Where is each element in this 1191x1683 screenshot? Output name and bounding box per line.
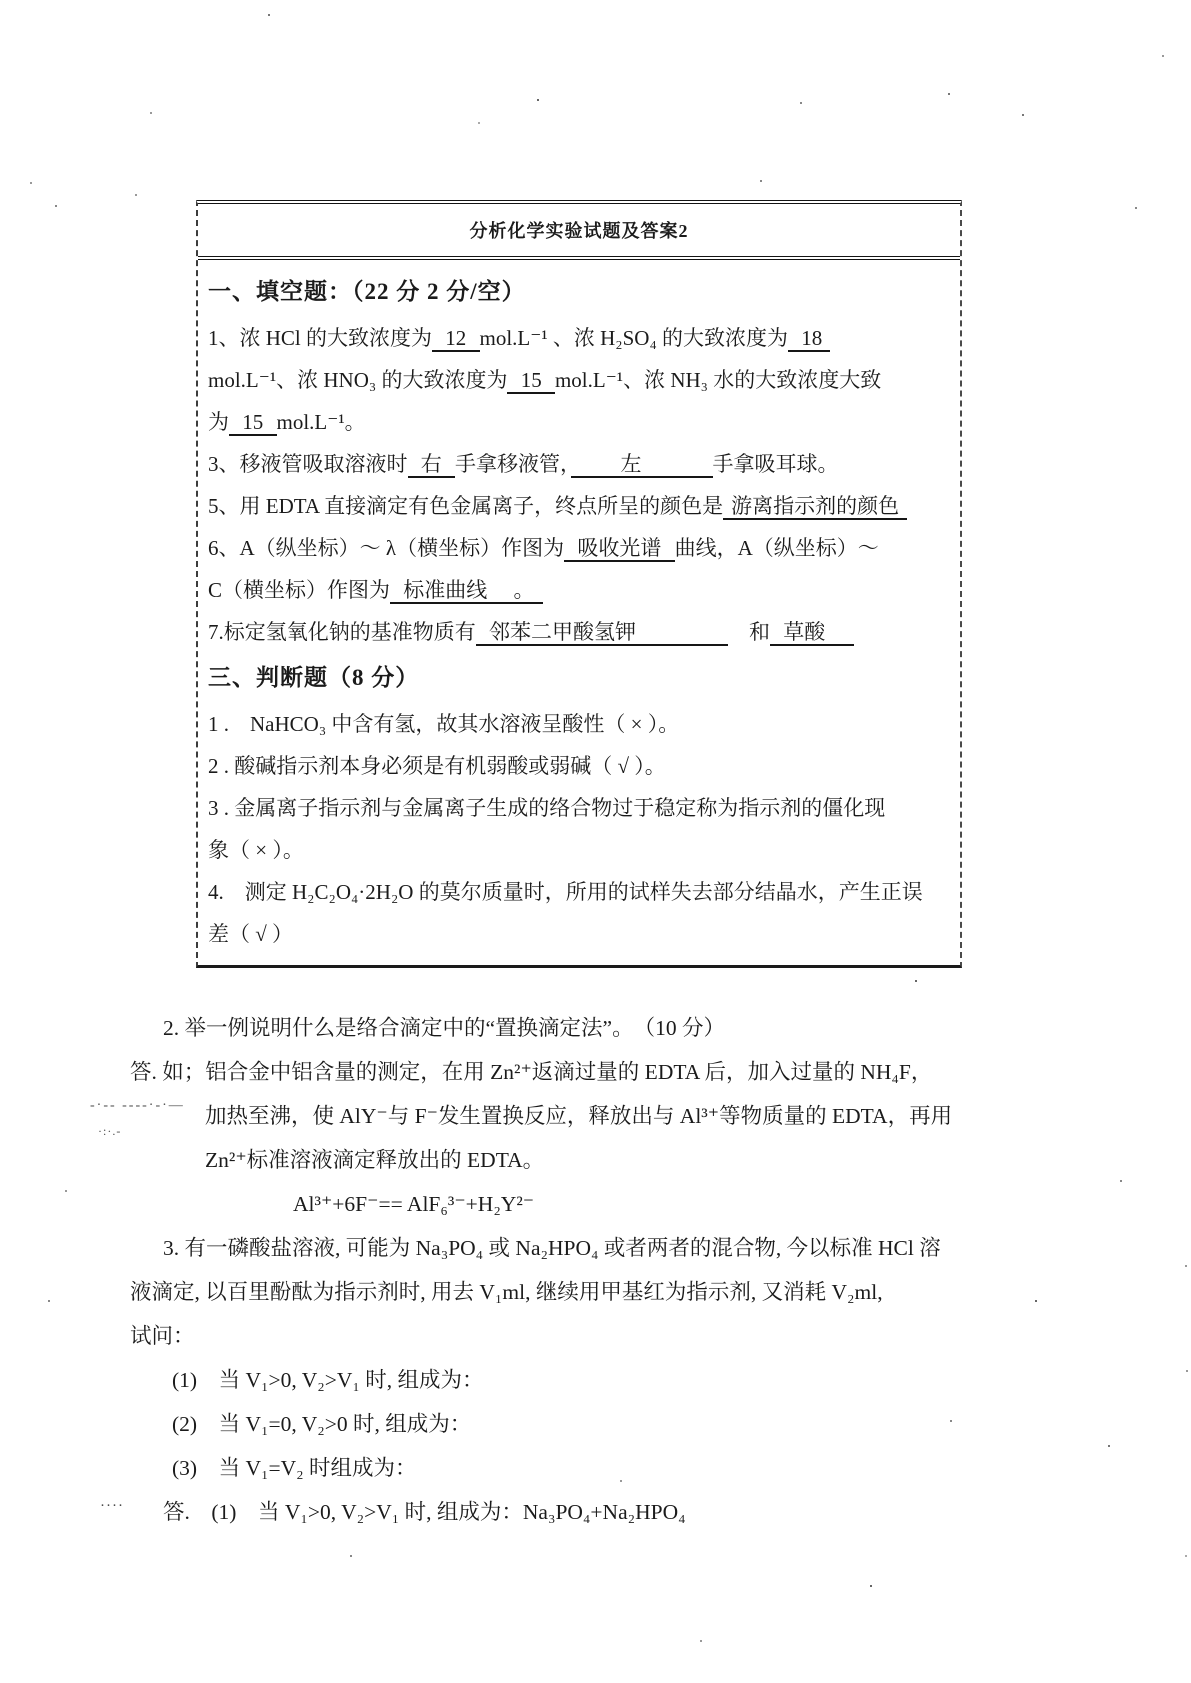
scan-noise <box>0 0 2 2</box>
text-segment: 和 <box>728 620 770 644</box>
text-segment: (3) 当 V₁=V₂ 时组成为： <box>172 1456 417 1480</box>
answer-blank: 左 <box>571 452 713 478</box>
answer-blank: 草酸 <box>770 620 854 646</box>
answer-blank: 邻苯二甲酸氢钾 <box>476 620 728 646</box>
text-segment: 差（ √ ） <box>208 922 294 946</box>
text-segment: 象（ × ）。 <box>208 838 304 862</box>
fill-blank-q6-line1 <box>208 527 950 569</box>
text-segment: (2) 当 V₁=0, V₂>0 时, 组成为： <box>172 1412 472 1436</box>
judgment-item-4-line2 <box>208 913 950 955</box>
answer-blank: 游离指示剂的颜色 <box>723 494 907 520</box>
fill-blank-q7 <box>208 611 950 653</box>
text-segment: 2. 举一例说明什么是络合滴定中的“置换滴定法”。 （10 分） <box>163 1016 725 1040</box>
text-segment: 液滴定, 以百里酚酞为指示剂时, 用去 V₁ml, 继续用甲基红为指示剂, 又消耗 V₂ml, <box>130 1280 883 1304</box>
text-segment: 1、浓 HCl 的大致浓度为 <box>208 326 433 350</box>
exam-title-row <box>198 204 960 260</box>
fill-blank-q6-line2 <box>208 569 950 611</box>
pencil-mark-dots: ···· <box>100 1498 124 1514</box>
text-segment: 为 <box>208 410 229 434</box>
fill-blank-q1-line2 <box>208 359 950 401</box>
text-segment: 5、用 EDTA 直接滴定有色金属离子，终点所呈的颜色是 <box>208 494 724 518</box>
question-3-case-2 <box>172 1402 1160 1446</box>
answer-blank: 18 <box>788 326 830 352</box>
answer-3-case-1 <box>163 1490 1160 1534</box>
answer-blank: 吸收光谱 <box>564 536 675 562</box>
text-segment: 试问： <box>130 1324 195 1348</box>
text-segment: mol.L⁻¹、浓 HNO₃ 的大致浓度为 <box>208 368 508 392</box>
fill-blank-q1-line3 <box>208 401 950 443</box>
text-segment: 6、A（纵坐标）～ λ（横坐标）作图为 <box>208 536 565 560</box>
section-judgment-heading <box>208 653 950 703</box>
judgment-item-1 <box>208 703 950 745</box>
text-segment: 3. 有一磷酸盐溶液, 可能为 Na₃PO₄ 或 Na₂HPO₄ 或者两者的混合物, 今以标准 HCl 溶 <box>163 1236 941 1260</box>
text-segment: 3、移液管吸取溶液时 <box>208 452 408 476</box>
exam-box <box>196 200 962 968</box>
answer-blank: 右 <box>408 452 456 478</box>
question-3-case-3 <box>172 1446 1160 1490</box>
fill-blank-q1-line1 <box>208 317 950 359</box>
text-segment: 答. 如；铝合金中铝含量的测定，在用 Zn²⁺返滴过量的 EDTA 后，加入过量的 NH₄F， <box>130 1060 933 1084</box>
pencil-mark-dashes: -·-- ----·-·— <box>90 1098 185 1113</box>
text-segment: (1) 当 V₁>0, V₂>V₁ 时, 组成为： <box>172 1368 484 1392</box>
judgment-item-4-line1 <box>208 871 950 913</box>
text-segment: 4. 测定 H₂C₂O₄·2H₂O 的莫尔质量时，所用的试样失去部分结晶水，产生正误 <box>208 880 923 904</box>
section-fill-blank-heading <box>208 267 950 317</box>
text-segment: C（横坐标）作图为 <box>208 578 391 602</box>
fill-blank-q3 <box>208 443 950 485</box>
answer-blank: 12 <box>432 326 480 352</box>
fill-blank-q5 <box>208 485 950 527</box>
text-segment: 3 . 金属离子指示剂与金属离子生成的络合物过于稳定称为指示剂的僵化现 <box>208 796 886 820</box>
answer-blank: 15 <box>507 368 555 394</box>
answer-2-line3 <box>205 1138 1160 1182</box>
judgment-item-3-line1 <box>208 787 950 829</box>
text-segment: 一、填空题：（22 分 2 分/空） <box>208 279 526 304</box>
text-segment: 三、判断题（8 分） <box>208 665 420 690</box>
text-segment: 加热至沸，使 AlY⁻与 F⁻发生置换反应，释放出与 Al³⁺等物质量的 EDTA，再用 <box>205 1104 953 1128</box>
text-segment: mol.L⁻¹。 <box>276 410 366 434</box>
text-segment: 曲线，A（纵坐标）～ <box>674 536 879 560</box>
exam-title: 分析化学实验试题及答案2 <box>469 221 689 241</box>
text-segment: 手拿吸耳球。 <box>712 452 839 476</box>
question-3-line2 <box>130 1270 1160 1314</box>
answer-2-line1 <box>130 1050 1160 1094</box>
exam-box-body <box>198 260 960 965</box>
question-3-line1 <box>163 1226 1160 1270</box>
answer-blank: 15 <box>229 410 277 436</box>
text-segment: 答. (1) 当 V₁>0, V₂>V₁ 时, 组成为：Na₃PO₄+Na₂HPO₄ <box>163 1500 686 1524</box>
pencil-mark-scribble: ·:·.- <box>98 1124 122 1138</box>
question-3-line3 <box>130 1314 1160 1358</box>
text-segment: 7.标定氢氧化钠的基准物质有 <box>208 620 476 644</box>
text-segment: 手拿移液管， <box>455 452 571 476</box>
question-2 <box>163 1006 1160 1050</box>
text-segment: Zn²⁺标准溶液滴定释放出的 EDTA。 <box>205 1148 545 1172</box>
text-segment: Al³⁺+6F⁻== AlF₆³⁻+H₂Y²⁻ <box>293 1192 535 1216</box>
text-segment: mol.L⁻¹ 、浓 H₂SO₄ 的大致浓度为 <box>479 326 789 350</box>
answer-2-line2 <box>205 1094 1160 1138</box>
judgment-item-2 <box>208 745 950 787</box>
text-segment: 1 . NaHCO₃ 中含有氢，故其水溶液呈酸性（ × ）。 <box>208 712 680 736</box>
displacement-equation <box>293 1182 1160 1226</box>
answer-blank: 标准曲线 。 <box>390 578 543 604</box>
text-segment: 2 . 酸碱指示剂本身必须是有机弱酸或弱碱（ √ ）。 <box>208 754 666 778</box>
text-segment: mol.L⁻¹、浓 NH₃ 水的大致浓度大致 <box>554 368 882 392</box>
lower-section <box>130 1006 1160 1534</box>
judgment-item-3-line2 <box>208 829 950 871</box>
question-3-case-1 <box>172 1358 1160 1402</box>
